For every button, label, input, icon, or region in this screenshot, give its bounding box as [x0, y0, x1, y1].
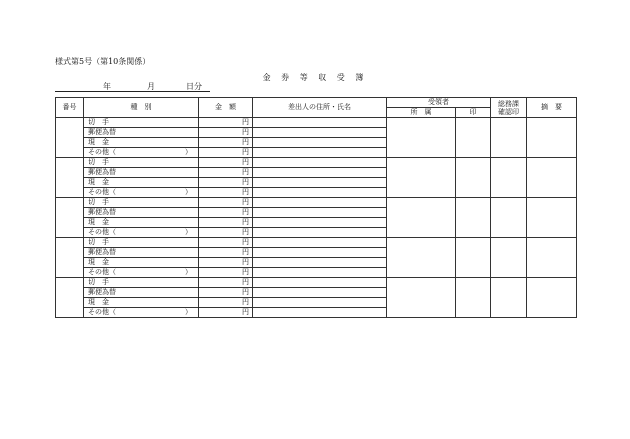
- amount-cell[interactable]: [199, 128, 253, 138]
- yen-unit: 円: [242, 138, 249, 146]
- kind-cell: [84, 158, 199, 168]
- kind-cell: [84, 308, 199, 318]
- amount-cell[interactable]: [199, 258, 253, 268]
- yen-unit: 円: [242, 228, 249, 236]
- kind-label: 現 金: [88, 298, 109, 306]
- sender-cell[interactable]: [253, 218, 387, 228]
- kind-label: 現 金: [88, 178, 109, 186]
- affiliation-cell[interactable]: [387, 238, 456, 278]
- amount-cell[interactable]: [199, 208, 253, 218]
- kind-cell: [84, 188, 199, 198]
- kind-label: 郵便為替: [88, 128, 116, 136]
- sender-cell[interactable]: [253, 178, 387, 188]
- confirmation-seal-cell[interactable]: [491, 278, 527, 318]
- kind-cell: [84, 118, 199, 128]
- ledger-body: [56, 118, 577, 318]
- kind-cell: [84, 128, 199, 138]
- sender-cell[interactable]: [253, 168, 387, 178]
- amount-cell[interactable]: [199, 138, 253, 148]
- yen-unit: 円: [242, 148, 249, 156]
- confirmation-seal-cell[interactable]: [491, 238, 527, 278]
- kind-cell: [84, 198, 199, 208]
- amount-cell[interactable]: [199, 198, 253, 208]
- kind-cell: [84, 178, 199, 188]
- yen-unit: 円: [242, 288, 249, 296]
- amount-cell[interactable]: [199, 228, 253, 238]
- entry-number-cell[interactable]: [56, 278, 84, 318]
- document-title: 金 券 等 収 受 簿: [262, 73, 368, 82]
- ledger-row: [56, 278, 577, 288]
- kind-cell: [84, 218, 199, 228]
- remarks-cell[interactable]: [527, 198, 577, 238]
- kind-cell: [84, 268, 199, 278]
- kind-cell: [84, 148, 199, 158]
- yen-unit: 円: [242, 268, 249, 276]
- sender-cell[interactable]: [253, 238, 387, 248]
- ledger-row: [56, 118, 577, 128]
- remarks-cell[interactable]: [527, 238, 577, 278]
- sender-cell[interactable]: [253, 308, 387, 318]
- yen-unit: 円: [242, 178, 249, 186]
- affiliation-cell[interactable]: [387, 118, 456, 158]
- kind-label: 現 金: [88, 138, 109, 146]
- yen-unit: 円: [242, 278, 249, 286]
- amount-cell[interactable]: [199, 188, 253, 198]
- amount-cell[interactable]: [199, 178, 253, 188]
- header-confirmation-seal: 確認印: [498, 107, 519, 116]
- affiliation-cell[interactable]: [387, 158, 456, 198]
- kind-label: 現 金: [88, 258, 109, 266]
- amount-cell[interactable]: [199, 118, 253, 128]
- kind-cell: [84, 228, 199, 238]
- yen-unit: 円: [242, 128, 249, 136]
- entry-number-cell[interactable]: [56, 118, 84, 158]
- kind-cell: [84, 288, 199, 298]
- sender-cell[interactable]: [253, 278, 387, 288]
- ledger-row: [56, 158, 577, 168]
- amount-cell[interactable]: [199, 248, 253, 258]
- kind-label: 切 手: [88, 198, 109, 206]
- sender-cell[interactable]: [253, 118, 387, 128]
- kind-cell: [84, 298, 199, 308]
- header-seal: 印: [456, 108, 491, 118]
- amount-cell[interactable]: [199, 268, 253, 278]
- kind-label: 切 手: [88, 278, 109, 286]
- amount-cell[interactable]: [199, 238, 253, 248]
- sender-cell[interactable]: [253, 188, 387, 198]
- header-affiliation: 所 属: [387, 108, 456, 118]
- date-line: [55, 81, 210, 92]
- kind-cell: [84, 208, 199, 218]
- yen-unit: 円: [242, 308, 249, 316]
- sender-cell[interactable]: [253, 208, 387, 218]
- header-general-affairs-line1: 総務課: [498, 99, 519, 108]
- yen-unit: 円: [242, 238, 249, 246]
- remarks-cell[interactable]: [527, 158, 577, 198]
- seal-cell[interactable]: [456, 278, 491, 318]
- kind-label: 切 手: [88, 158, 109, 166]
- remarks-cell[interactable]: [527, 118, 577, 158]
- entry-number-cell[interactable]: [56, 198, 84, 238]
- kind-label: その他（: [88, 308, 116, 316]
- seal-cell[interactable]: [456, 118, 491, 158]
- kind-label: その他（: [88, 268, 116, 276]
- confirmation-seal-cell[interactable]: [491, 118, 527, 158]
- kind-cell: [84, 138, 199, 148]
- kind-close-paren: ）: [185, 228, 192, 236]
- confirmation-seal-cell[interactable]: [491, 158, 527, 198]
- header-remarks: 摘 要: [527, 98, 577, 118]
- remarks-cell[interactable]: [527, 278, 577, 318]
- affiliation-cell[interactable]: [387, 278, 456, 318]
- seal-cell[interactable]: [456, 198, 491, 238]
- amount-cell[interactable]: [199, 148, 253, 158]
- yen-unit: 円: [242, 188, 249, 196]
- affiliation-cell[interactable]: [387, 198, 456, 238]
- header-receiver: 受領者: [387, 98, 491, 108]
- ledger-row: [56, 238, 577, 248]
- amount-cell[interactable]: [199, 278, 253, 288]
- amount-cell[interactable]: [199, 288, 253, 298]
- kind-label: 郵便為替: [88, 168, 116, 176]
- receipt-ledger-table: [55, 97, 577, 318]
- kind-label: その他（: [88, 228, 116, 236]
- amount-cell[interactable]: [199, 298, 253, 308]
- kind-cell: [84, 238, 199, 248]
- yen-unit: 円: [242, 208, 249, 216]
- kind-cell: [84, 278, 199, 288]
- kind-close-paren: ）: [185, 308, 192, 316]
- kind-label: その他（: [88, 188, 116, 196]
- amount-cell[interactable]: [199, 308, 253, 318]
- sender-cell[interactable]: [253, 298, 387, 308]
- yen-unit: 円: [242, 158, 249, 166]
- sender-cell[interactable]: [253, 288, 387, 298]
- kind-close-paren: ）: [185, 188, 192, 196]
- entry-number-cell[interactable]: [56, 238, 84, 278]
- day-label: 日分: [186, 82, 202, 91]
- kind-cell: [84, 168, 199, 178]
- yen-unit: 円: [242, 168, 249, 176]
- yen-unit: 円: [242, 248, 249, 256]
- header-amount: 金 額: [199, 98, 253, 118]
- kind-cell: [84, 248, 199, 258]
- kind-cell: [84, 258, 199, 268]
- kind-label: 郵便為替: [88, 248, 116, 256]
- kind-close-paren: ）: [185, 268, 192, 276]
- confirmation-seal-cell[interactable]: [491, 198, 527, 238]
- amount-cell[interactable]: [199, 168, 253, 178]
- kind-label: 現 金: [88, 218, 109, 226]
- year-label: 年: [103, 82, 111, 91]
- seal-cell[interactable]: [456, 158, 491, 198]
- yen-unit: 円: [242, 118, 249, 126]
- sender-cell[interactable]: [253, 158, 387, 168]
- month-label: 月: [147, 82, 155, 91]
- kind-close-paren: ）: [185, 148, 192, 156]
- amount-cell[interactable]: [199, 158, 253, 168]
- form-number: 様式第5号（第10条関係）: [55, 57, 151, 66]
- yen-unit: 円: [242, 218, 249, 226]
- header-kind: 種 別: [84, 98, 199, 118]
- header-sender: 差出人の住所・氏名: [253, 98, 387, 118]
- kind-label: 切 手: [88, 238, 109, 246]
- yen-unit: 円: [242, 198, 249, 206]
- sender-cell[interactable]: [253, 228, 387, 238]
- kind-label: その他（: [88, 148, 116, 156]
- header-number: 番号: [56, 98, 84, 118]
- yen-unit: 円: [242, 258, 249, 266]
- sender-cell[interactable]: [253, 198, 387, 208]
- ledger-row: [56, 198, 577, 208]
- entry-number-cell[interactable]: [56, 158, 84, 198]
- kind-label: 郵便為替: [88, 288, 116, 296]
- sender-cell[interactable]: [253, 258, 387, 268]
- sender-cell[interactable]: [253, 268, 387, 278]
- header-general-affairs: [491, 98, 527, 118]
- sender-cell[interactable]: [253, 148, 387, 158]
- kind-label: 切 手: [88, 118, 109, 126]
- amount-cell[interactable]: [199, 218, 253, 228]
- seal-cell[interactable]: [456, 238, 491, 278]
- yen-unit: 円: [242, 298, 249, 306]
- sender-cell[interactable]: [253, 128, 387, 138]
- sender-cell[interactable]: [253, 138, 387, 148]
- kind-label: 郵便為替: [88, 208, 116, 216]
- sender-cell[interactable]: [253, 248, 387, 258]
